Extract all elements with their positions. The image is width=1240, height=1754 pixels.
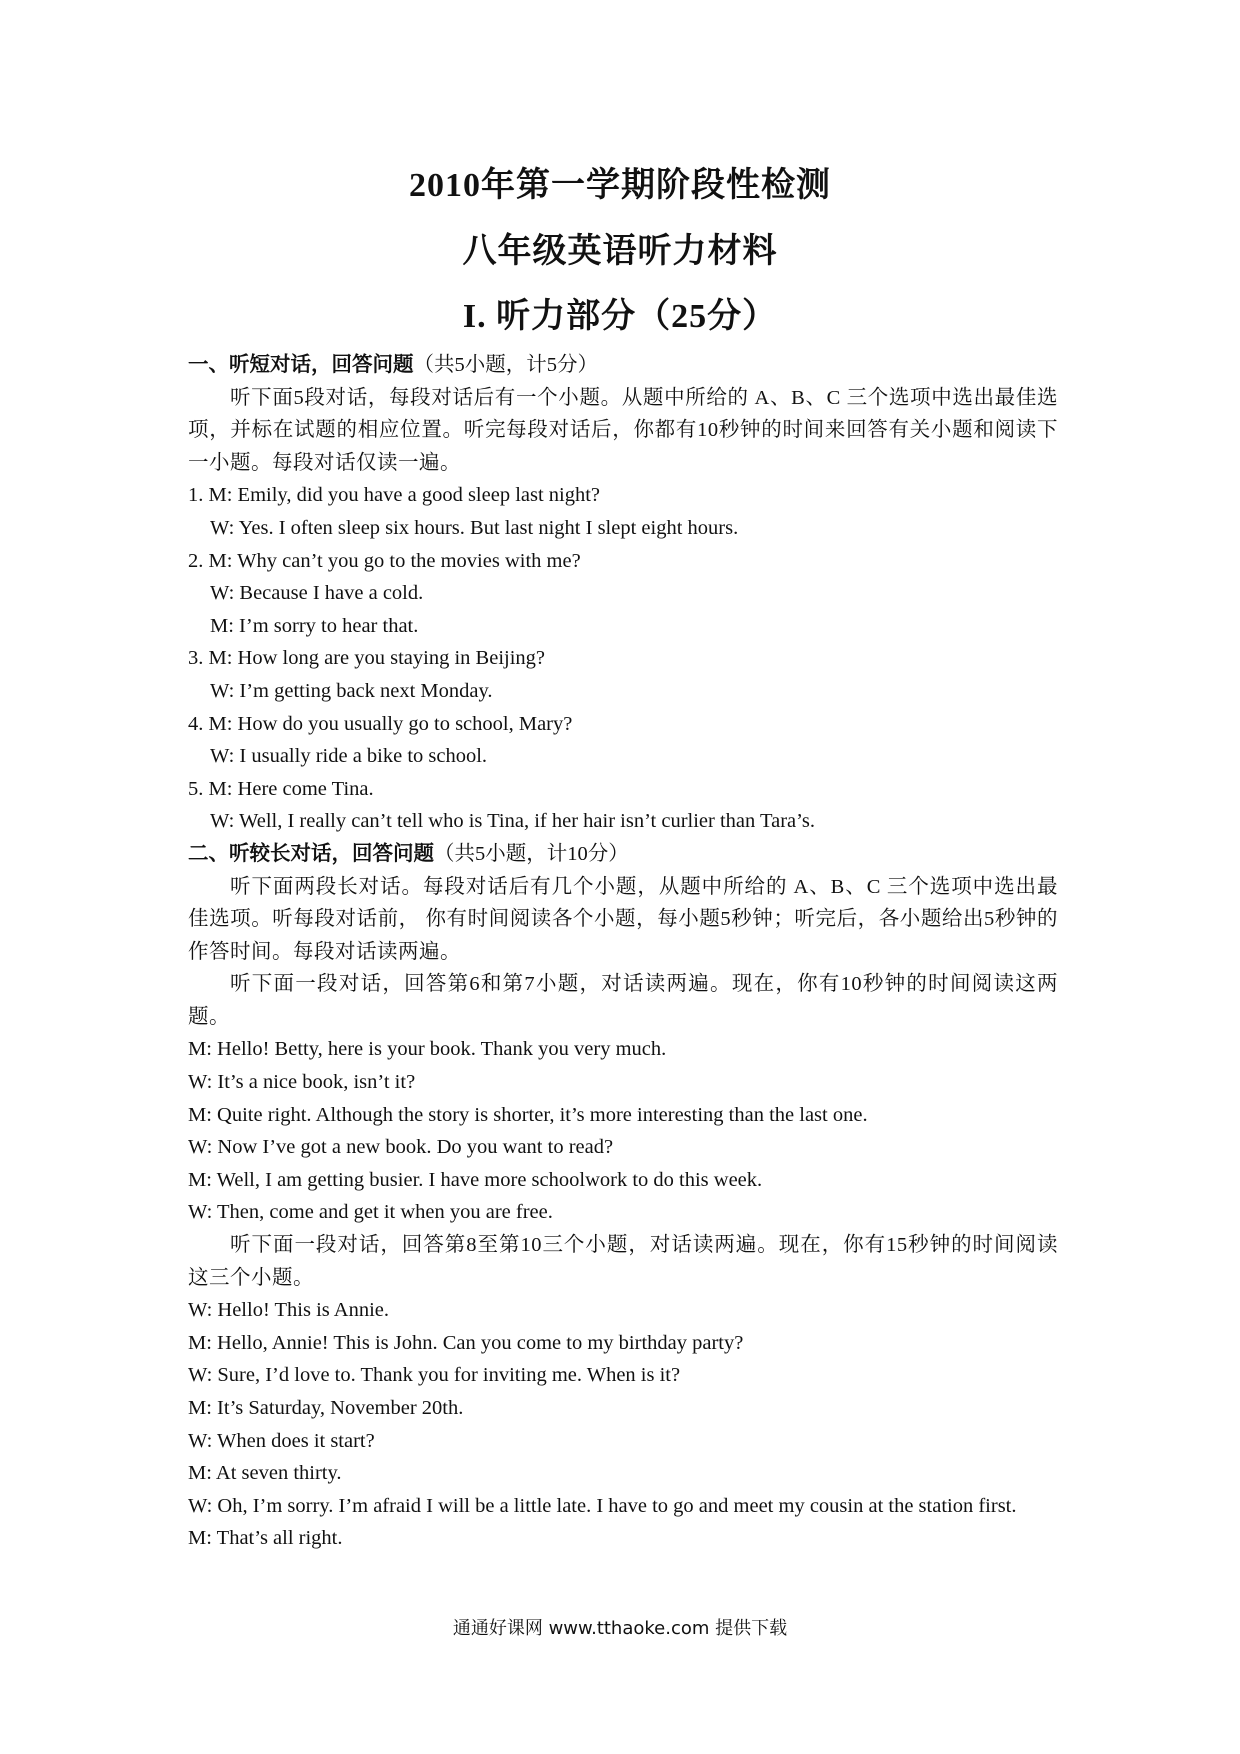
dialogue-line: W: Sure, I’d love to. Thank you for inviting me. When is it? <box>188 1364 681 1387</box>
dialogue-line: W: I usually ride a bike to school. <box>210 745 488 768</box>
dialogue-line: W: Yes. I often sleep six hours. But last night I slept eight hours. <box>210 516 739 539</box>
dialogue-line: 2. M: Why can’t you go to the movies with me? <box>188 549 581 572</box>
section2-heading <box>188 838 1058 871</box>
section1-heading <box>188 349 1058 382</box>
dialogue-line: W: Oh, I’m sorry. I’m afraid I will be a little late. I have to go and meet my cousin at the station first. <box>188 1494 1017 1517</box>
dialogue-line: 3. M: How long are you staying in Beijing? <box>188 647 545 670</box>
dialogue-line: 1. M: Emily, did you have a good sleep last night? <box>188 484 601 507</box>
document-title: 2010年第一学期阶段性检测 <box>409 167 831 204</box>
section1-instructions: 听下面5段对话，每段对话后有一个小题。从题中所给的 A、B、C 三个选项中选出最佳选项，并标在试题的相应位置。听完每段对话后，你都有10秒钟的时间来回答有关小题和阅读下一小题。每段对话仅读一遍。 <box>188 386 1058 474</box>
dialogue-line: W: Well, I really can’t tell who is Tina, if her hair isn’t curlier than Tara’s. <box>210 810 815 833</box>
dialogue-line: 5. M: Here come Tina. <box>188 777 374 800</box>
dialogue-line: M: It’s Saturday, November 20th. <box>188 1397 464 1419</box>
dialogue-a-instructions: 听下面一段对话，回答第6和第7小题，对话读两遍。现在，你有10秒钟的时间阅读这两题。 <box>188 973 1058 1028</box>
section1-heading-rest: （共5小题，计5分） <box>413 354 598 376</box>
dialogue-b-instructions: 听下面一段对话，回答第8至第10三个小题，对话读两遍。现在，你有15秒钟的时间阅读这三个小题。 <box>188 1234 1058 1289</box>
dialogue-line: M: Hello, Annie! This is John. Can you come to my birthday party? <box>188 1331 744 1354</box>
page-footer: 通通好课网 www.tthaoke.com 提供下载 <box>452 1618 788 1639</box>
part-heading: I. 听力部分（25分） <box>462 298 778 335</box>
dialogue-line: 4. M: How do you usually go to school, Mary? <box>188 712 573 735</box>
section1-heading-bold: 一、听短对话，回答问题 <box>188 354 414 376</box>
dialogue-line: W: Now I’ve got a new book. Do you want to read? <box>188 1136 614 1159</box>
dialogue-line: M: That’s all right. <box>188 1527 343 1550</box>
dialogue-line: W: When does it start? <box>188 1429 375 1452</box>
dialogue-line: W: Then, come and get it when you are free. <box>188 1201 553 1224</box>
document-subtitle: 八年级英语听力材料 <box>462 233 778 270</box>
dialogue-line: M: Quite right. Although the story is shorter, it’s more interesting than the last one. <box>188 1103 868 1126</box>
dialogue-line: W: It’s a nice book, isn’t it? <box>188 1071 416 1094</box>
dialogue-line: W: I’m getting back next Monday. <box>210 679 493 702</box>
dialogue-line: W: Hello! This is Annie. <box>188 1299 389 1322</box>
dialogue-line: M: I’m sorry to hear that. <box>210 614 419 637</box>
dialogue-line: M: Well, I am getting busier. I have more schoolwork to do this week. <box>188 1168 763 1191</box>
dialogue-line: M: At seven thirty. <box>188 1462 342 1485</box>
section2-heading-bold: 二、听较长对话，回答问题 <box>188 842 434 865</box>
dialogue-line: W: Because I have a cold. <box>210 582 424 605</box>
dialogue-line: M: Hello! Betty, here is your book. Thank you very much. <box>188 1038 667 1061</box>
section2-heading-rest: （共5小题，计10分） <box>434 842 629 865</box>
section2-instructions: 听下面两段长对话。每段对话后有几个小题，从题中所给的 A、B、C 三个选项中选出最佳选项。听每段对话前， 你有时间阅读各个小题，每小题5秒钟；听完后，各小题给出5秒钟的作答时间。每段对话读两遍。 <box>188 875 1058 963</box>
document-body <box>188 349 1058 1555</box>
